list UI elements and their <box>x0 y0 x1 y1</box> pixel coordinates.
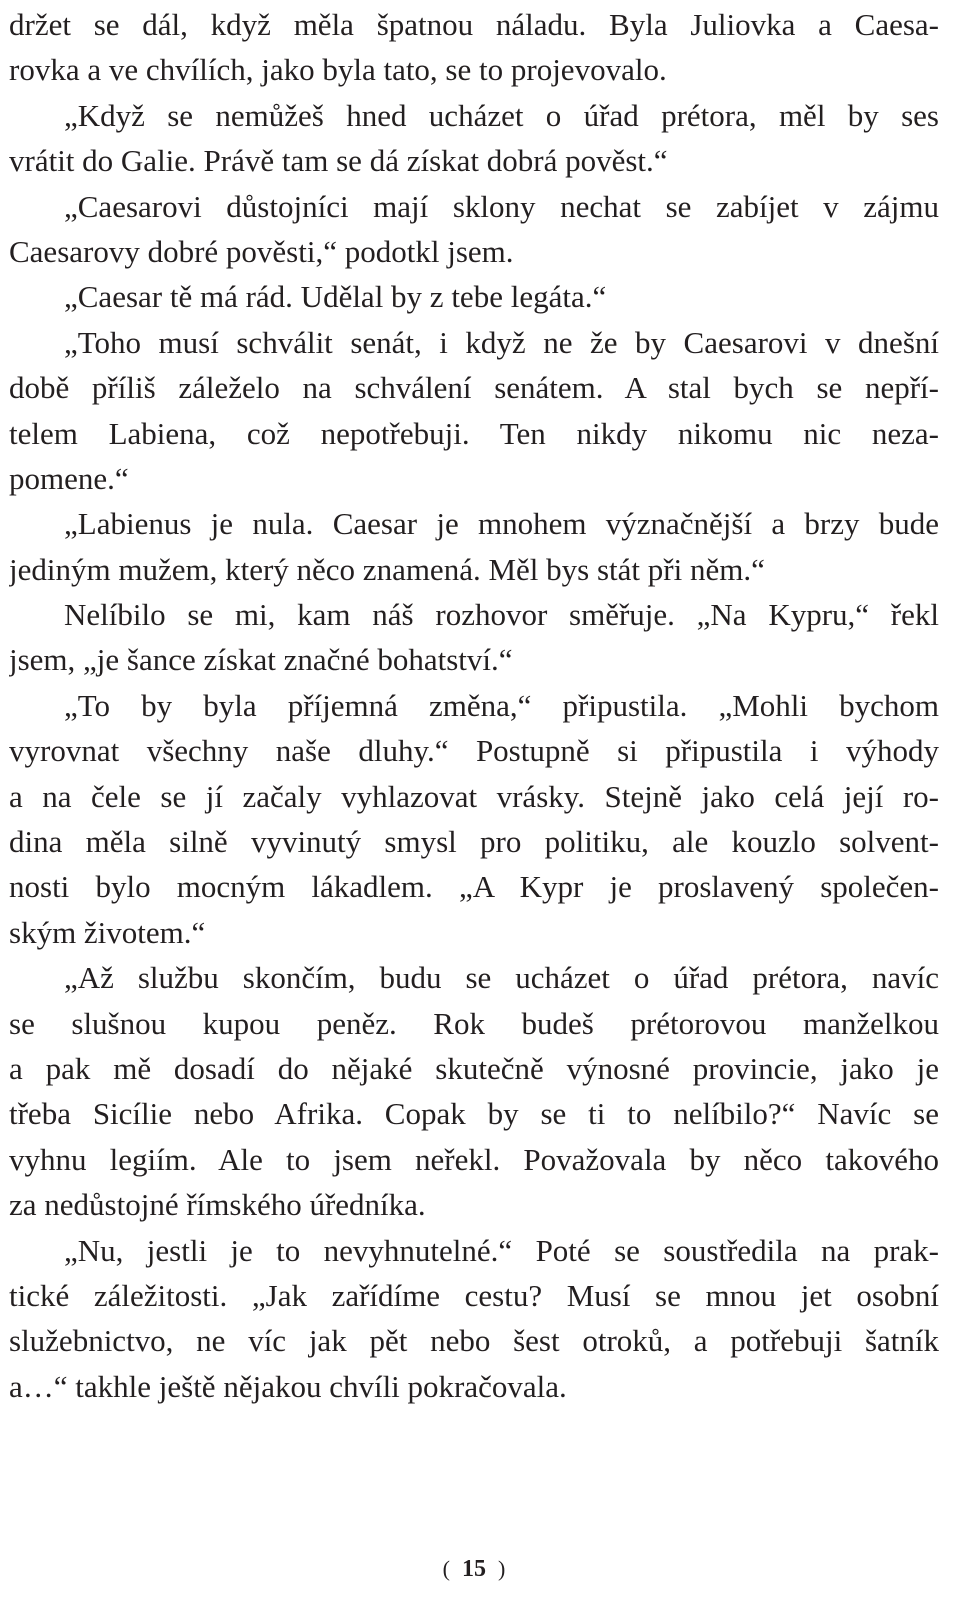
text-line: služebnictvo, ne víc jak pět nebo šest otroků, a potřebuji šatník <box>9 1323 939 1359</box>
text-line: tické záležitosti. „Jak zařídíme cestu? Musí se mnou jet osobní <box>9 1277 939 1313</box>
book-page <box>9 0 939 1611</box>
text-line: a…“ takhle ještě nějakou chvíli pokračovala. <box>9 1368 567 1404</box>
text-line: vrátit do Galie. Právě tam se dá získat dobrá pověst.“ <box>9 143 668 179</box>
text-line: „Labienus je nula. Caesar je mnohem význačnější a brzy bude <box>64 506 939 542</box>
text-line: „Caesarovi důstojníci mají sklony nechat se zabíjet v zájmu <box>64 188 939 224</box>
text-line: držet se dál, když měla špatnou náladu. Byla Juliovka a Caesa- <box>9 7 939 42</box>
body-text <box>9 2 939 1409</box>
text-line: vyhnu legiím. Ale to jsem neřekl. Považovala by něco takového <box>9 1141 939 1177</box>
text-line: „Když se nemůžeš hned ucházet o úřad prétora, měl by ses <box>64 97 939 133</box>
text-line: „Toho musí schválit senát, i když ne že by Caesarovi v dnešní <box>64 324 939 360</box>
text-line: vyrovnat všechny naše dluhy.“ Postupně si připustila i výhody <box>9 733 939 769</box>
text-line: telem Labiena, což nepotřebuji. Ten nikdy nikomu nic neza- <box>9 415 939 451</box>
text-line: za nedůstojné římského úředníka. <box>9 1187 426 1223</box>
text-line: a na čele se jí začaly vyhlazovat vrásky. Stejně jako celá její ro- <box>9 778 939 814</box>
text-line: „Nu, jestli je to nevyhnutelné.“ Poté se soustředila na prak- <box>64 1232 939 1268</box>
text-line: jediným mužem, který něco znamená. Měl bys stát při něm.“ <box>9 551 765 587</box>
text-line: nosti bylo mocným lákadlem. „A Kypr je proslavený společen- <box>9 869 939 905</box>
folio-number: 15 <box>462 1556 486 1582</box>
text-line: rovka a ve chvílích, jako byla tato, se to projevovalo. <box>9 52 667 88</box>
text-line: ským životem.“ <box>9 914 206 950</box>
folio-open-paren: ( <box>442 1556 450 1581</box>
text-line: „Caesar tě má rád. Udělal by z tebe legáta.“ <box>64 279 607 315</box>
text-line: a pak mě dosadí do nějaké skutečně výnosné provincie, jako je <box>9 1050 939 1086</box>
text-line: jsem, „je šance získat značné bohatství.“ <box>9 642 513 678</box>
text-line: třeba Sicílie nebo Afrika. Copak by se ti to nelíbilo?“ Navíc se <box>9 1096 939 1132</box>
text-line: dina měla silně vyvinutý smysl pro politiku, ale kouzlo solvent- <box>9 824 939 860</box>
page-number <box>9 1556 939 1583</box>
text-line: „Až službu skončím, budu se ucházet o úřad prétora, navíc <box>64 960 939 996</box>
text-line: době příliš záleželo na schválení senátem. A stal bych se nepří- <box>9 370 939 406</box>
text-line: Nelíbilo se mi, kam náš rozhovor směřuje. „Na Kypru,“ řekl <box>64 597 939 633</box>
text-line: se slušnou kupou peněz. Rok budeš prétorovou manželkou <box>9 1005 939 1041</box>
text-line: pomene.“ <box>9 460 129 496</box>
text-line: „To by byla příjemná změna,“ připustila. „Mohli bychom <box>64 687 939 723</box>
text-line: Caesarovy dobré pověsti,“ podotkl jsem. <box>9 233 514 269</box>
folio-close-paren: ) <box>498 1556 506 1581</box>
